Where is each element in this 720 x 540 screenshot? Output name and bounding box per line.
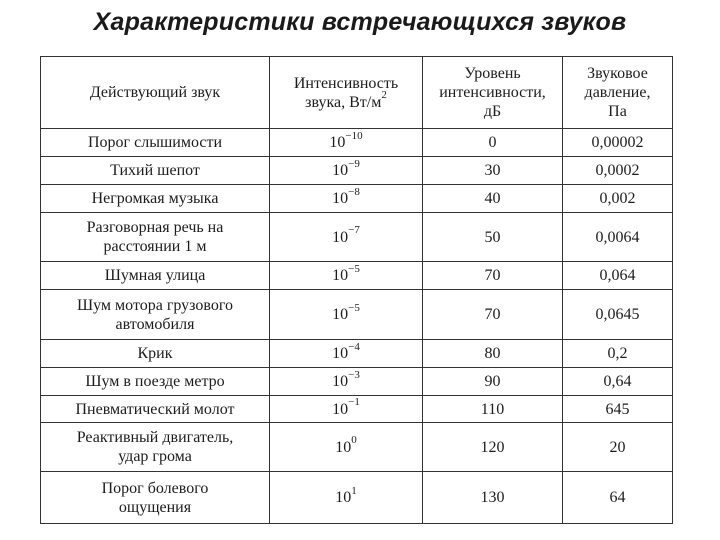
cell-sound-line: Пневматический молот (75, 400, 235, 418)
header-level-line: дБ (483, 103, 502, 120)
cell-intensity-exponent: −3 (348, 368, 360, 381)
cell-sound (41, 290, 270, 340)
table-row (41, 472, 673, 524)
header-intensity-line1: Интенсивность (293, 74, 399, 92)
header-level-line: Уровень (464, 65, 521, 82)
cell-intensity-base: 10 (329, 134, 346, 151)
cell-pressure: 645 (563, 396, 673, 423)
cell-intensity-exponent: 0 (351, 434, 357, 447)
table-row (41, 368, 673, 396)
cell-intensity (270, 396, 423, 423)
cell-intensity-exponent: 1 (351, 484, 357, 497)
cell-level: 70 (423, 290, 563, 340)
cell-sound (41, 213, 270, 262)
cell-intensity (270, 340, 423, 368)
cell-level: 30 (423, 157, 563, 185)
table-row (41, 396, 673, 423)
header-intensity-sup: 2 (381, 89, 387, 102)
table-row (41, 213, 673, 262)
cell-sound-line: Порог болевого (101, 479, 209, 497)
cell-intensity-base: 10 (332, 373, 349, 390)
cell-level: 90 (423, 368, 563, 396)
cell-intensity-exponent: −5 (348, 262, 360, 275)
table-row (41, 185, 673, 213)
cell-sound (41, 340, 270, 368)
cell-pressure: 0,0064 (563, 213, 673, 262)
header-pressure-line: Звуковое (587, 65, 648, 82)
cell-intensity-base: 10 (332, 345, 349, 362)
cell-sound (41, 368, 270, 396)
header-sound: Действующий звук (41, 57, 270, 129)
cell-intensity (270, 262, 423, 290)
cell-sound (41, 185, 270, 213)
cell-pressure: 0,0645 (563, 290, 673, 340)
table-row (41, 290, 673, 340)
cell-sound (41, 423, 270, 472)
cell-pressure: 0,064 (563, 262, 673, 290)
cell-sound-line: Реактивный двигатель, (76, 429, 234, 446)
table-row (41, 157, 673, 185)
header-level (423, 57, 563, 129)
cell-pressure: 0,0002 (563, 157, 673, 185)
cell-intensity (270, 157, 423, 185)
cell-level: 50 (423, 213, 563, 262)
table-row (41, 423, 673, 472)
cell-intensity-exponent: −7 (348, 224, 360, 237)
cell-intensity (270, 290, 423, 340)
cell-sound (41, 396, 270, 423)
cell-intensity-base: 10 (332, 190, 349, 207)
cell-sound-line: Разговорная речь на (86, 219, 224, 236)
cell-sound-line: Шум мотора грузового (76, 296, 234, 314)
cell-pressure: 64 (563, 472, 673, 524)
cell-sound-line: Шумная улица (104, 267, 206, 284)
cell-intensity (270, 129, 423, 157)
cell-intensity-base: 10 (332, 228, 349, 246)
header-intensity (270, 57, 423, 129)
cell-sound-line: Крик (137, 345, 173, 362)
cell-sound-line: ощущения (118, 498, 192, 516)
cell-sound-line: Негромкая музыка (91, 190, 219, 207)
header-pressure (563, 57, 673, 129)
table-row (41, 262, 673, 290)
cell-intensity-base: 10 (332, 306, 349, 323)
cell-level: 110 (423, 396, 563, 423)
header-level-line: интенсивности, (439, 84, 546, 101)
cell-level: 70 (423, 262, 563, 290)
cell-level: 0 (423, 129, 563, 157)
cell-intensity-base: 10 (332, 267, 349, 284)
cell-intensity (270, 185, 423, 213)
header-pressure-line: Па (608, 103, 627, 120)
header-pressure-line: давление, (584, 84, 651, 101)
cell-sound-line: Тихий шепот (110, 162, 200, 179)
cell-sound-line: расстоянии 1 м (103, 238, 207, 255)
sound-characteristics-table (40, 56, 673, 524)
cell-sound-line: автомобиля (115, 315, 195, 333)
cell-intensity (270, 472, 423, 524)
table-row (41, 340, 673, 368)
header-intensity-line2: звука, Вт/м (305, 93, 382, 111)
cell-intensity-exponent: −10 (345, 129, 363, 142)
cell-level: 80 (423, 340, 563, 368)
cell-pressure: 0,002 (563, 185, 673, 213)
cell-pressure: 20 (563, 423, 673, 472)
table-body (41, 129, 673, 524)
cell-sound (41, 472, 270, 524)
header-row (41, 57, 673, 129)
cell-intensity-base: 10 (335, 438, 352, 456)
cell-level: 40 (423, 185, 563, 213)
cell-sound-line: Шум в поезде метро (85, 373, 225, 390)
cell-level: 120 (423, 423, 563, 472)
cell-level: 130 (423, 472, 563, 524)
table-row (41, 129, 673, 157)
cell-sound-line: удар грома (118, 448, 192, 465)
cell-intensity-exponent: −8 (348, 185, 360, 198)
cell-intensity-exponent: −1 (348, 396, 360, 409)
cell-pressure: 0,64 (563, 368, 673, 396)
cell-pressure: 0,2 (563, 340, 673, 368)
cell-sound (41, 262, 270, 290)
cell-intensity-exponent: −4 (348, 340, 360, 353)
cell-intensity (270, 423, 423, 472)
cell-sound (41, 129, 270, 157)
cell-intensity (270, 368, 423, 396)
cell-intensity (270, 213, 423, 262)
cell-intensity-base: 10 (332, 400, 349, 418)
cell-intensity-exponent: −9 (348, 157, 360, 170)
cell-pressure: 0,00002 (563, 129, 673, 157)
cell-sound (41, 157, 270, 185)
cell-intensity-base: 10 (332, 162, 349, 179)
page-title: Характеристики встречающихся звуков (93, 8, 627, 36)
cell-intensity-exponent: −5 (348, 301, 360, 314)
cell-sound-line: Порог слышимости (87, 134, 222, 151)
cell-intensity-base: 10 (335, 489, 352, 506)
